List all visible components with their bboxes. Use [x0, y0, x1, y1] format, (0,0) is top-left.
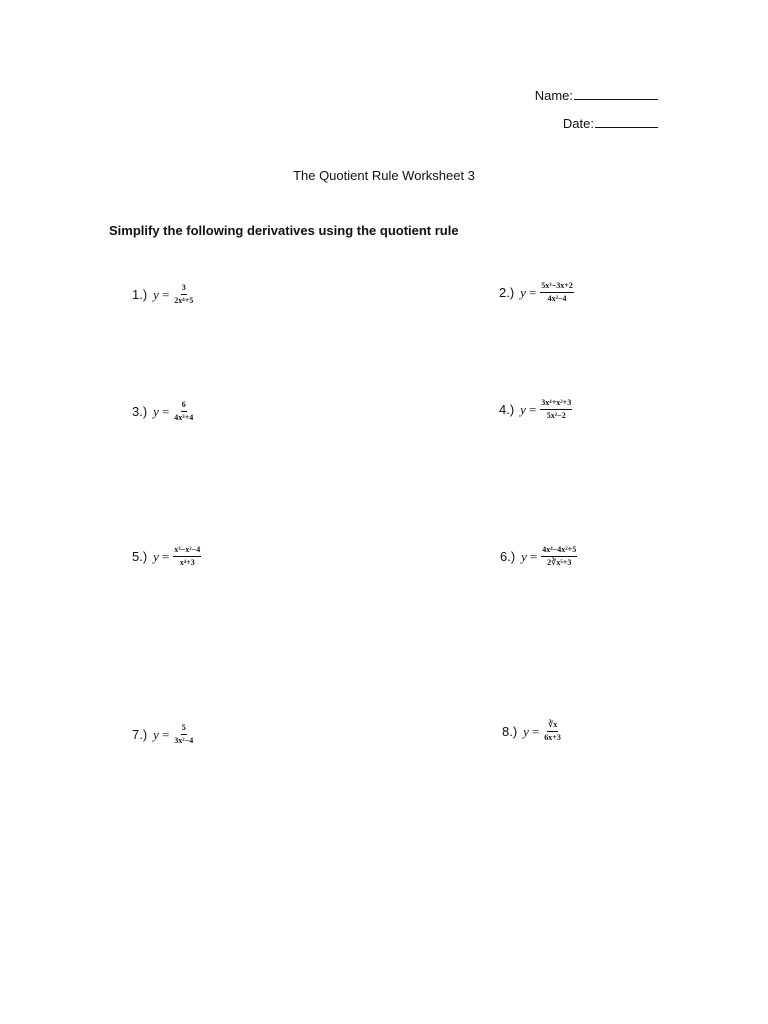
problem-number: 6.) [500, 549, 516, 564]
problem-2 [499, 281, 574, 304]
name-field[interactable] [535, 86, 658, 103]
problem-number: 8.) [502, 724, 518, 739]
problem-5 [132, 545, 201, 568]
numerator: 3x⁴+x²+3 [540, 398, 572, 410]
equation-lhs: y = [520, 284, 537, 300]
equation-lhs: y = [153, 403, 170, 419]
numerator: 4x⁴−4x²+5 [541, 545, 577, 557]
problem-number: 7.) [132, 727, 148, 742]
fraction [173, 400, 194, 423]
fraction [541, 545, 577, 568]
worksheet-title: The Quotient Rule Worksheet 3 [293, 168, 475, 183]
problem-1 [132, 283, 194, 306]
name-blank-line[interactable] [574, 86, 658, 100]
equation-lhs: y = [153, 548, 170, 564]
denominator: 6x+3 [544, 733, 561, 742]
date-label: Date: [562, 116, 594, 131]
fraction [173, 283, 194, 306]
fraction [173, 723, 194, 746]
name-label: Name: [534, 88, 573, 103]
equation-lhs: y = [521, 548, 538, 564]
problem-number: 1.) [132, 287, 148, 302]
numerator: 3 [181, 283, 187, 295]
problem-7 [132, 723, 194, 746]
date-field[interactable] [563, 114, 658, 131]
equation-lhs: y = [523, 723, 540, 739]
numerator: x³−x²−4 [173, 545, 201, 557]
denominator: 4x²−4 [547, 294, 567, 303]
denominator: 3x²−4 [174, 736, 194, 745]
instructions: Simplify the following derivatives using the quotient rule [109, 223, 459, 238]
problem-4 [499, 398, 572, 421]
numerator: 5 [181, 723, 187, 735]
equation-lhs: y = [520, 401, 537, 417]
equation-lhs: y = [153, 286, 170, 302]
numerator: 6 [181, 400, 187, 412]
numerator: 5x³−3x+2 [540, 281, 574, 293]
fraction [540, 398, 572, 421]
problem-8 [502, 720, 562, 743]
problem-number: 3.) [132, 404, 148, 419]
fraction [540, 281, 574, 304]
fraction [173, 545, 201, 568]
denominator: 4x³+4 [174, 413, 194, 422]
problem-number: 2.) [499, 285, 515, 300]
date-blank-line[interactable] [595, 114, 658, 128]
denominator: 2x⁴+5 [174, 296, 194, 305]
problem-3 [132, 400, 194, 423]
fraction [543, 720, 562, 743]
denominator: 2∛x⁵+3 [547, 558, 572, 567]
denominator: x⁴+3 [179, 558, 195, 567]
equation-lhs: y = [153, 726, 170, 742]
problem-number: 4.) [499, 402, 515, 417]
problem-number: 5.) [132, 549, 148, 564]
denominator: 5x²−2 [546, 411, 566, 420]
problem-6 [500, 545, 577, 568]
numerator: ∛x [547, 720, 558, 732]
